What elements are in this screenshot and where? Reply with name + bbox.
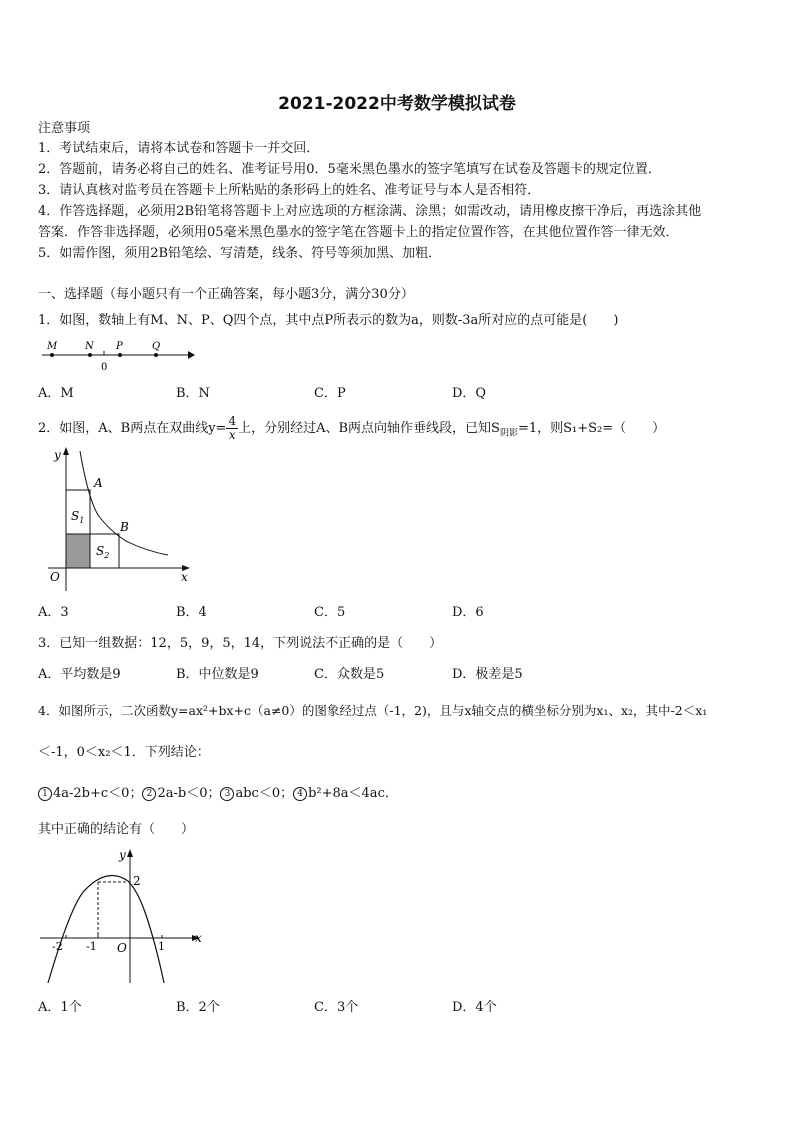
label-one: 1: [158, 940, 165, 953]
point-m: [50, 353, 54, 357]
hyperbola-figure: [38, 443, 198, 593]
conclusion-number: 4: [293, 787, 307, 801]
conclusion-number: 2: [142, 787, 156, 801]
conclusion-text: 2a-b＜0；: [157, 786, 221, 801]
notice-item: 5．如需作图，须用2B铅笔绘、写清楚，线条、符号等须加黑、加粗．: [38, 246, 442, 261]
option-c: C．P: [314, 386, 346, 401]
point-b-label: B: [120, 520, 129, 534]
option-c: C．众数是5: [314, 667, 385, 682]
point-q: [154, 353, 158, 357]
label-n: N: [85, 341, 94, 352]
conclusion-number: 3: [220, 787, 234, 801]
origin-label: O: [50, 570, 60, 584]
option-d: D．Q: [452, 386, 487, 401]
notice-item: 3．请认真核对监考员在答题卡上所粘贴的条形码上的姓名、准考证号与本人是否相符．: [38, 183, 541, 198]
number-line-figure: [38, 337, 198, 375]
option-a: A．平均数是9: [38, 667, 121, 682]
question-1-stem: 1．如图，数轴上有M、N、P、Q四个点，其中点P所表示的数为a，则数-3a所对应的点可能是( ): [38, 313, 619, 328]
section-heading: 一、选择题（每小题只有一个正确答案，每小题3分，满分30分）: [38, 287, 414, 302]
q2-fraction: [226, 415, 238, 442]
conclusion-number: 1: [38, 787, 52, 801]
label-m: M: [47, 341, 58, 352]
option-b: B．中位数是9: [176, 667, 259, 682]
option-a: A．3: [38, 605, 69, 620]
question-2-stem: [38, 415, 665, 442]
notice-item: 4．作答选择题，必须用2B铅笔将答题卡上对应选项的方框涂满、涂黑；如需改动，请用橡皮擦干净后，再选涂其他: [38, 204, 702, 219]
point-p: [118, 353, 122, 357]
page-title: 2021-2022中考数学模拟试卷: [278, 94, 516, 114]
question-4-conclusions: [38, 786, 398, 802]
question-4-stem-line2: ＜-1，0＜x₂＜1．下列结论：: [38, 745, 210, 760]
label-two: 2: [133, 874, 141, 888]
conclusion-text: b²+8a＜4ac．: [308, 786, 398, 801]
q2-frac-num: 4: [228, 414, 237, 428]
option-d: D．4个: [452, 1000, 497, 1015]
label-zero: 0: [101, 362, 108, 373]
option-d: D．极差是5: [452, 667, 523, 682]
question-3-stem: 3．已知一组数据：12，5，9，5，14，下列说法不正确的是（ ）: [38, 636, 443, 651]
label-minus-one: -1: [86, 940, 97, 953]
option-c: C．3个: [314, 1000, 359, 1015]
parabola-figure: [38, 845, 208, 985]
hyperbola-curve: [80, 451, 168, 555]
notice-item: 答案．作答非选择题，必须用05毫米黑色墨水的签字笔在答题卡上的指定位置作答，在其他位置作答一律无效．: [38, 225, 679, 240]
option-c: C．5: [314, 605, 346, 620]
axis-x-label: x: [181, 570, 188, 584]
s1-label: $S_1$: [71, 509, 85, 525]
option-b: B．2个: [176, 1000, 220, 1015]
label-minus-two: -2: [52, 940, 63, 953]
label-q: Q: [152, 341, 161, 352]
q2-frac-den: x: [228, 428, 236, 442]
q2-stem-tail: =1，则S₁+S₂=（ ）: [517, 421, 666, 436]
notice-heading: 注意事项: [38, 121, 91, 136]
question-4-prompt: 其中正确的结论有（ ）: [38, 822, 195, 837]
label-p: P: [116, 341, 123, 352]
point-n: [88, 353, 92, 357]
s2-label: $S_2$: [96, 544, 110, 560]
shaded-region: [66, 534, 90, 568]
point-a-label: A: [94, 476, 103, 490]
axis-x-label: x: [195, 931, 202, 945]
axis-y-label: y: [119, 848, 126, 862]
option-b: B．N: [176, 386, 210, 401]
q2-stem-post: 上，分别经过A、B两点向轴作垂线段，已知S: [238, 421, 500, 436]
notice-item: 2．答题前，请务必将自己的姓名、准考证号用0．5毫米黑色墨水的签字笔填写在试卷及答题卡的规定位置．: [38, 162, 661, 177]
conclusion-text: abc＜0；: [235, 786, 294, 801]
origin-label: O: [117, 941, 127, 955]
notice-item: 1．考试结束后，请将本试卷和答题卡一并交回．: [38, 141, 320, 156]
q2-stem-pre: 2．如图，A、B两点在双曲线y=: [38, 421, 227, 436]
conclusion-text: 4a-2b+c＜0；: [53, 786, 143, 801]
option-a: A．M: [38, 386, 74, 401]
option-d: D．6: [452, 605, 484, 620]
parabola-curve: [48, 876, 164, 983]
option-b: B．4: [176, 605, 207, 620]
axis-y-label: y: [54, 448, 61, 462]
option-a: A．1个: [38, 1000, 82, 1015]
question-4-stem-line1: 4．如图所示，二次函数y=ax²+bx+c（a≠0）的图象经过点（-1，2)，且与x轴交点的横坐标分别为x₁、x₂，其中-2＜x₁: [38, 703, 708, 718]
q2-shade-sub: 阴影: [499, 428, 518, 439]
